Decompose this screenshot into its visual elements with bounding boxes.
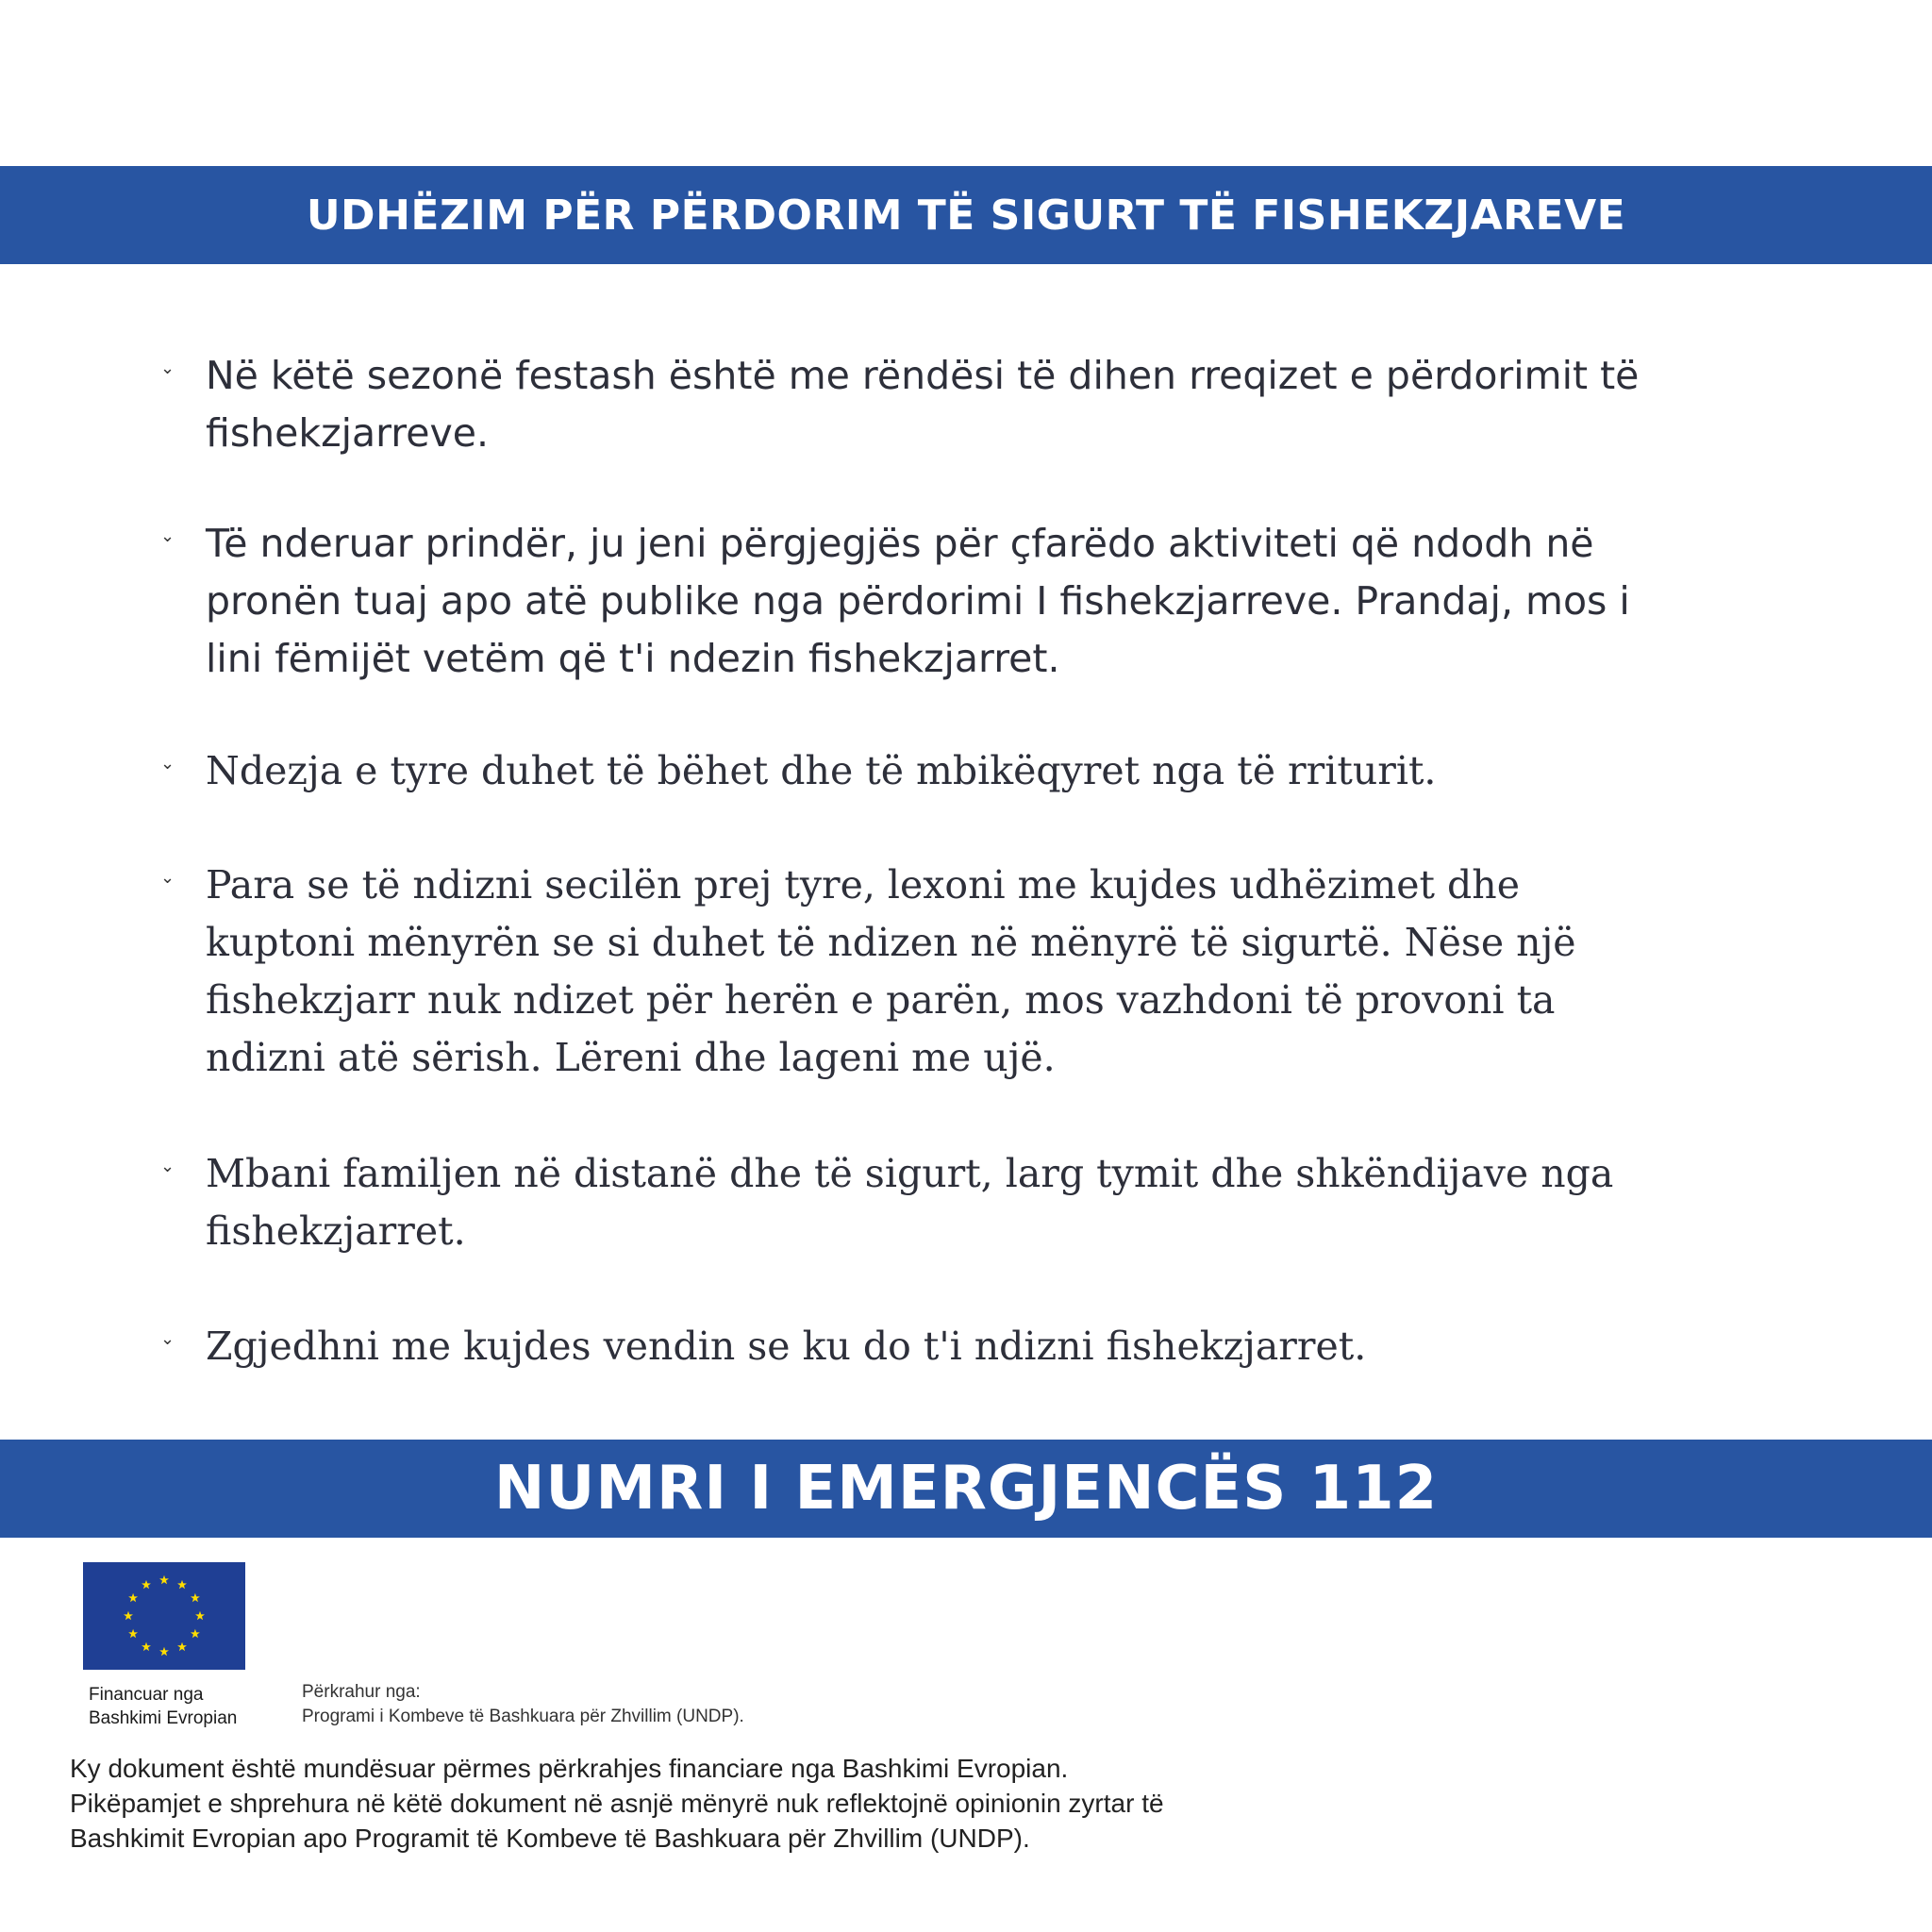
eu-flag-icon	[83, 1562, 245, 1670]
list-item-text: Në këtë sezonë festash është me rëndësi të dihen rreqizet e përdorimit të fishekzjarreve.	[206, 353, 1640, 456]
emergency-number: NUMRI I EMERGJENCËS 112	[493, 1454, 1439, 1524]
list-item-text: Para se të ndizni secilën prej tyre, lexoni me kujdes udhëzimet dhe kuptoni mënyrën se si duhet të ndizen në mënyrë të sigurtë. Nëse një fishekzjarr nuk ndizet për herën e parën, mos vazhdoni të provoni ta ndizni atë sërish. Lëreni dhe lageni me ujë.	[206, 862, 1576, 1080]
disclaimer	[70, 1751, 1391, 1856]
supported-by-name: Programi i Kombeve të Bashkuara për Zhvillim (UNDP).	[302, 1707, 744, 1726]
eu-flag-logo	[83, 1562, 245, 1670]
funded-line-2: Bashkimi Evropian	[89, 1708, 238, 1728]
chevron-down-icon: ⌄	[160, 1157, 175, 1175]
list-item-text: Të nderuar prindër, ju jeni përgjegjës për çfarëdo aktiviteti që ndodh në pronën tuaj apo atë publike nga përdorimi I fishekzjarreve. Prandaj, mos i lini fëmijët vetëm që t'i ndezin fishekzjarret.	[206, 521, 1630, 681]
disclaimer-line: Ky dokument është mundësuar përmes përkrahjes financiare nga Bashkimi Evropian.	[70, 1754, 1069, 1783]
chevron-down-icon: ⌄	[160, 754, 175, 773]
disclaimer-line: Pikëpamjet e shprehura në këtë dokument në asnjë mënyrë nuk reflektojnë opinionin zyrtar të	[70, 1789, 1164, 1818]
funded-line-1: Financuar nga	[89, 1685, 204, 1705]
list-item-text: Ndezja e tyre duhet të bëhet dhe të mbikëqyret nga të rriturit.	[206, 748, 1437, 793]
list-item-text: Mbani familjen në distanë dhe të sigurt, larg tymit dhe shkëndijave nga fishekzjarret.	[206, 1151, 1614, 1254]
chevron-down-icon: ⌄	[160, 1329, 175, 1348]
chevron-down-icon: ⌄	[160, 358, 175, 377]
disclaimer-line: Bashkimit Evropian apo Programit të Kombeve të Bashkuara për Zhvillim (UNDP).	[70, 1824, 1030, 1853]
supported-by-label: Përkrahur nga:	[302, 1682, 421, 1702]
chevron-down-icon: ⌄	[160, 526, 175, 545]
page-title: UDHËZIM PËR PËRDORIM TË SIGURT TË FISHEKZJAREVE	[306, 191, 1626, 240]
emergency-banner	[0, 1440, 1932, 1538]
title-banner	[0, 166, 1932, 264]
funded-by-caption	[89, 1683, 277, 1730]
list-item-text: Zgjedhni me kujdes vendin se ku do t'i ndizni fishekzjarret.	[206, 1324, 1367, 1369]
chevron-down-icon: ⌄	[160, 868, 175, 887]
